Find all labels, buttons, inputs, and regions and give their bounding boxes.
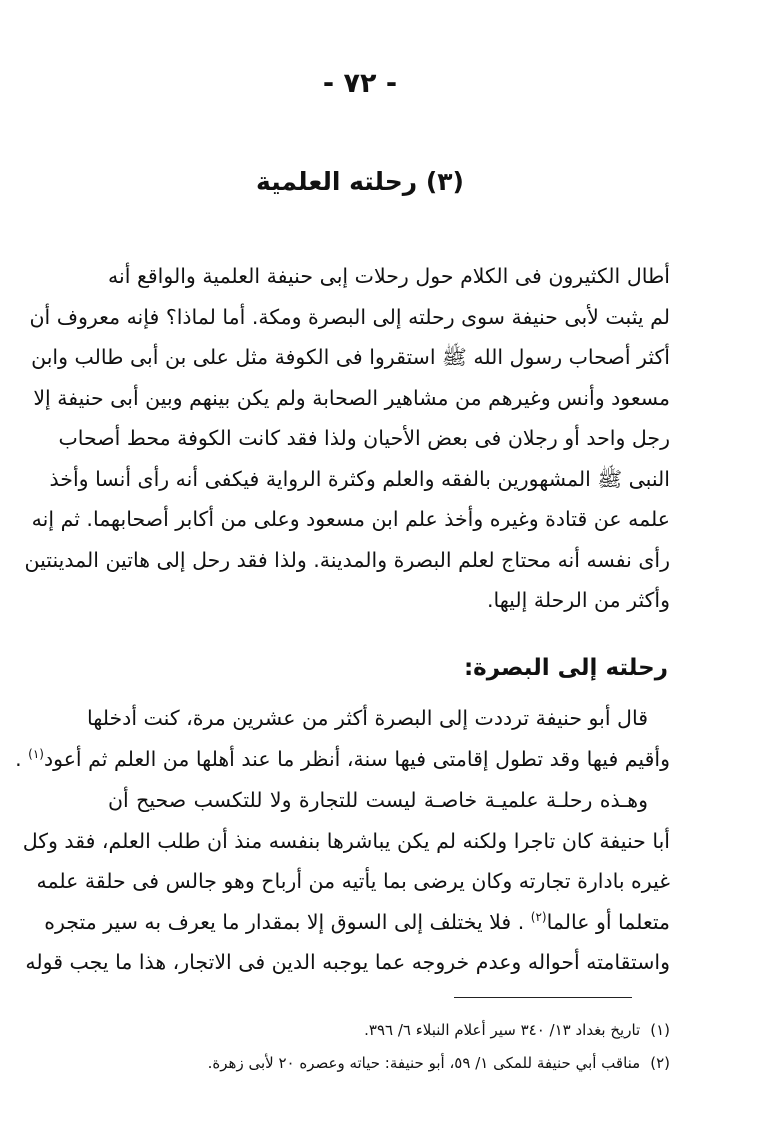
footnote-1 xyxy=(150,1014,670,1047)
paragraph-3 xyxy=(22,780,670,983)
footnote-2 xyxy=(150,1047,670,1080)
footnote-number: (١) xyxy=(650,1021,670,1039)
text-line: قال أبو حنيفة ترددت إلى البصرة أكثر من عشرين مرة، كنت أدخلها xyxy=(87,706,648,730)
text-line: علمه عن قتادة وغيره وأخذ علم ابن مسعود وعلى من أكابر أصحابهما. ثم إنه xyxy=(31,507,670,531)
paragraph-1 xyxy=(24,256,670,621)
text-line: رأى نفسه أنه محتاج لعلم البصرة والمدينة. ولذا فقد رحل إلى هاتين المدينتين xyxy=(24,547,670,572)
text-run: وأقيم فيها وقد تطول إقامتى فيها سنة، أنظر ما عند أهلها من العلم ثم أعود xyxy=(43,746,670,771)
footnote-text: مناقب أبي حنيفة للمكى ١/ ٥٩، أبو حنيفة: حياته وعصره ٢٠ لأبى زهرة. xyxy=(207,1054,641,1072)
text-line: رجل واحد أو رجلان فى بعض الأحيان ولذا فقد كانت الكوفة محط أصحاب xyxy=(58,426,670,450)
subheading: رحلته إلى البصرة: xyxy=(463,655,668,681)
footnote-ref: (٢) xyxy=(530,909,547,924)
footnote-divider xyxy=(454,997,632,998)
text-line xyxy=(15,739,670,780)
text-line: وأكثر من الرحلة إليها. xyxy=(486,588,670,612)
text-line xyxy=(44,902,670,943)
text-line: غيره بادارة تجارته وكان يرضى بما يأتيه من أرباح وهو جالس فى حلقة علمه xyxy=(36,869,670,893)
text-run: . xyxy=(15,746,22,771)
page-number: - ٧٢ - xyxy=(322,68,398,99)
text-line: أكثر أصحاب رسول الله ﷺ استقروا فى الكوفة مثل على بن أبى طالب وابن xyxy=(31,345,670,369)
text-line: أطال الكثيرون فى الكلام حول رحلات إبى حنيفة العلمية والواقع أنه xyxy=(108,264,670,288)
footnote-number: (٢) xyxy=(650,1054,670,1072)
text-line: واستقامته أحواله وعدم خروجه عما يوجبه الدين فى الاتجار، هذا ما يجب قوله xyxy=(25,950,670,974)
text-run: . فلا يختلف إلى السوق إلا بمقدار ما يعرف به سير متجره xyxy=(44,909,525,934)
text-line: لم يثبت لأبى حنيفة سوى رحلته إلى البصرة ومكة. أما لماذا؟ فإنه معروف أن xyxy=(29,304,670,329)
text-line: وهـذه رحلـة علميـة خاصـة ليست للتجارة ولا للتكسب صحيح أن xyxy=(108,788,648,812)
footnote-ref: (١) xyxy=(28,746,44,761)
footnote-text: تاريخ بغداد ١٣/ ٣٤٠ سير أعلام النبلاء ٦/ ٣٩٦. xyxy=(364,1021,641,1039)
paragraph-2 xyxy=(15,698,670,779)
text-run: متعلما أو عالما xyxy=(546,909,670,934)
text-line: مسعود وأنس وغيرهم من مشاهير الصحابة ولم يكن بينهم وبين أبى حنيفة إلا xyxy=(33,385,670,410)
footnotes xyxy=(150,1014,670,1080)
text-line: النبى ﷺ المشهورين بالفقه والعلم وكثرة الرواية فيكفى أنه رأى أنسا وأخذ xyxy=(49,466,670,491)
text-line: أبا حنيفة كان تاجرا ولكنه لم يكن يباشرها بنفسه منذ أن طلب العلم، فقد وكل xyxy=(22,828,670,853)
section-title: (٣) رحلته العلمية xyxy=(256,167,464,196)
